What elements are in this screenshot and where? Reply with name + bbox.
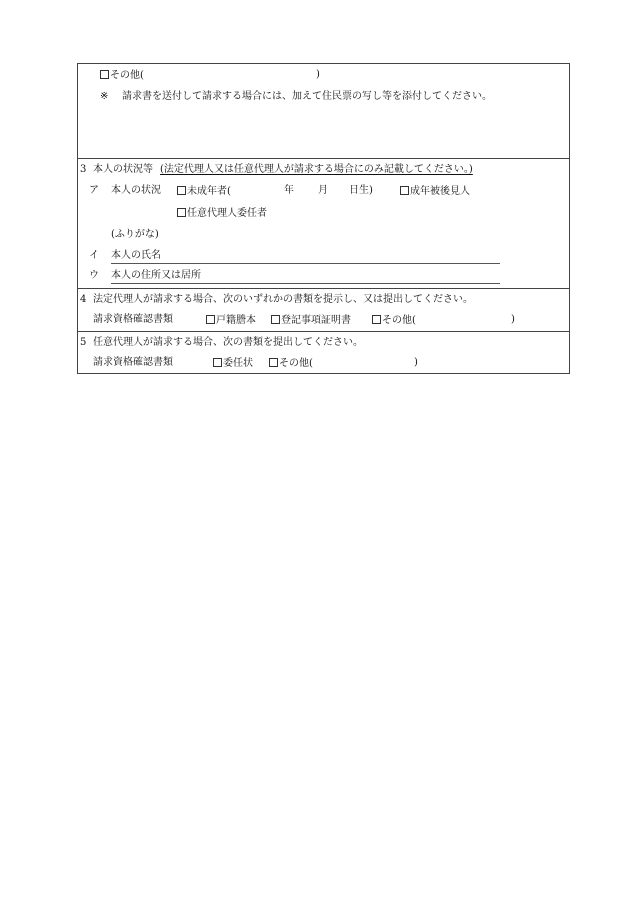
other-option[interactable] [100,70,144,81]
checkbox-other[interactable] [100,70,109,79]
note-mark: ※ [100,91,109,102]
section-other-documents [78,64,569,158]
checkbox-section-5-other[interactable] [269,358,278,367]
registry-certificate-label: 登記事項証明書 [281,315,351,326]
section-5-other-option[interactable] [269,358,313,369]
section-3-principal-status [78,159,569,288]
family-register-option[interactable] [206,315,256,326]
status-label: 本人の状況 [111,185,161,196]
section-4-doc-label: 請求資格確認書類 [93,314,173,325]
checkbox-appointer[interactable] [177,208,186,217]
power-of-attorney-option[interactable] [213,358,253,369]
section-4-legal-representative [78,289,569,331]
section-4-number: 4 [80,294,87,305]
checkbox-minor[interactable] [177,186,186,195]
section-5-paren-close: ) [414,357,418,368]
section-5-title: 任意代理人が請求する場合、次の書類を提出してください。 [93,337,363,348]
appointer-option[interactable] [177,208,267,219]
section-4-other-option[interactable] [372,315,416,326]
name-label: 本人の氏名 [111,250,161,261]
adult-guardian-option[interactable] [400,186,470,197]
checkbox-registry-certificate[interactable] [271,315,280,324]
adult-guardian-label: 成年被後見人 [410,186,470,197]
paren-close: ) [316,69,320,80]
section-4-paren-close: ) [511,314,515,325]
checkbox-section-4-other[interactable] [372,315,381,324]
checkbox-adult-guardian[interactable] [400,186,409,195]
address-label: 本人の住所又は居所 [111,270,201,281]
address-input-line[interactable] [111,283,500,284]
checkbox-family-register[interactable] [206,315,215,324]
item-u-label: ウ [89,270,99,281]
section-5-other-label: その他( [279,358,313,369]
request-form-table [77,63,570,374]
appointer-label: 任意代理人委任者 [187,208,267,219]
furigana-label: (ふりがな) [111,229,159,240]
paren-open: ( [140,70,144,81]
minor-label: 未成年者( [187,186,231,197]
family-register-label: 戸籍謄本 [216,315,256,326]
section-3-title: 本人の状況等 [93,164,153,175]
month-label: 月 [318,185,328,196]
section-3-subtitle: (法定代理人又は任意代理人が請求する場合にのみ記載してください。) [160,164,473,175]
registry-certificate-option[interactable] [271,315,351,326]
checkbox-power-of-attorney[interactable] [213,358,222,367]
year-label: 年 [284,185,294,196]
section-5-doc-label: 請求資格確認書類 [93,357,173,368]
item-i-label: イ [89,250,99,261]
section-4-other-label: その他( [382,315,416,326]
power-of-attorney-label: 委任状 [223,358,253,369]
birth-label: 日生) [349,185,373,196]
minor-option[interactable] [177,186,231,197]
name-input-line[interactable] [111,263,500,264]
section-3-number: 3 [80,164,87,175]
note-text: 請求書を送付して請求する場合には、加えて住民票の写し等を添付してください。 [122,91,492,102]
section-5-voluntary-representative [78,332,569,374]
section-4-title: 法定代理人が請求する場合、次のいずれかの書類を提示し、又は提出してください。 [93,294,473,305]
item-a-label: ア [89,185,99,196]
other-label: その他 [110,70,140,81]
section-5-number: 5 [80,337,87,348]
